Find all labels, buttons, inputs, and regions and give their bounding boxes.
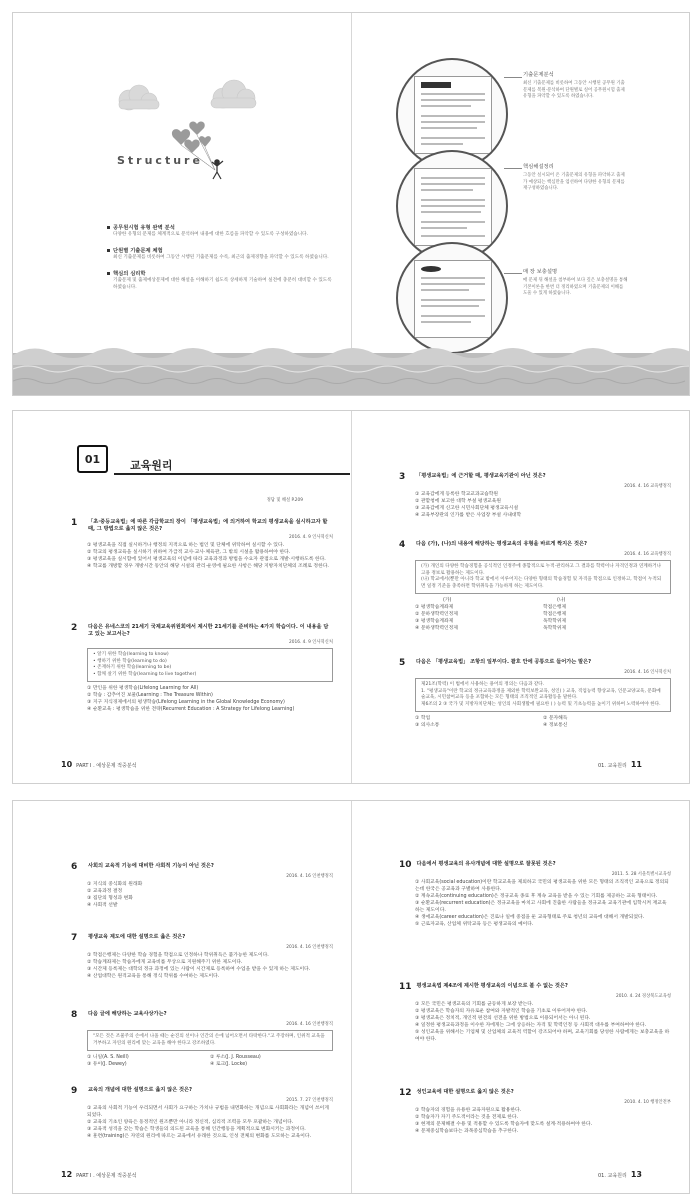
legend-description: 기출문제 및 출제예상문제에 대한 해설을 이해하기 쉽도록 상세하게 기술하여 실전에 충분히 대비할 수 있도록 하였습니다. [113, 278, 332, 290]
question [399, 473, 671, 519]
answer-option: ② 루소(J. J. Rousseau) [210, 1055, 261, 1060]
question [71, 863, 333, 909]
question [399, 861, 671, 928]
leader-line [504, 273, 522, 274]
answer-option: ③ 의사소통 [415, 723, 440, 728]
page-10 [13, 411, 351, 783]
structure-spread [12, 12, 690, 396]
footer-text: PART I . 예상문제 적중분석 [76, 763, 137, 769]
question [399, 659, 671, 729]
footer-text: 01. 교육원리 [597, 763, 627, 769]
legend-heading: 핵심의 심리학 [113, 271, 146, 277]
footer-text: PART I . 예상문제 적중분석 [76, 1173, 137, 1179]
answer-option: ④ 문하생학력인정제 [415, 626, 458, 631]
answer-option: ① 사회교육(social education)이란 학교교육을 제외하고 국민의 평생교육을 위한 모든 형태의 조직적인 교육으로 정의되는데 한국은 공교육과 구별하여 사용한다. [415, 880, 669, 892]
chapter-number-badge: 01 [77, 445, 108, 473]
leader-line [504, 168, 522, 169]
question-source: 2011. 5. 28 서울특별시교육청 [611, 872, 671, 877]
page-thumbnail [414, 76, 492, 154]
question-source: 2016. 4. 16 인천행정직 [286, 1022, 333, 1027]
answer-option: ④ 생애교육(career education)은 진로나 일에 중점을 둔 교육형태로 주로 청년의 교육에 대해서 개발되었다. [415, 915, 645, 920]
answer-option: ⑤ 근로자교육, 산업체 위탁교육 등은 평생교육의 예이다. [415, 922, 534, 927]
legend-description: 최신 기출문제를 비롯하여 그동안 시행된 기출문제를 수록, 최근의 출제경향을 파악할 수 있도록 하였습니다. [113, 255, 329, 260]
answer-option: ③ 듀이(J. Dewey) [87, 1062, 127, 1067]
question-source: 2010. 4. 10 행정안전부 [624, 1100, 671, 1105]
question-number: 6 [71, 862, 78, 872]
answer-option: ② 학습계좌제는 학습자에게 교육비를 무상으로 지원해주기 위한 제도이다. [87, 960, 243, 965]
question-source: 2016. 4. 16 인사혁신처 [624, 670, 671, 675]
passage-line: • 존재하기 위한 학습(learning to be) [93, 665, 172, 670]
answer-option: ③ 평생학습계좌제 [415, 619, 454, 624]
question-number: 4 [399, 540, 406, 550]
answer-option: ④ 훈련(training)은 자연의 원리에 따르는 교육에서 유래한 것으로, 인성 전체의 변화를 도모하는 교육이다. [87, 1134, 312, 1139]
legend-item [107, 223, 337, 238]
question-text: 교육의 개념에 대한 설명으로 옳지 않은 것은? [88, 1087, 193, 1093]
page-thumbnail [414, 168, 492, 246]
passage-box [87, 648, 333, 682]
answer-option: ① 니일(A. S. Neill) [87, 1055, 129, 1060]
caption-title: 기출문제분석 [523, 72, 554, 78]
question [399, 541, 671, 632]
question-source: 2010. 4. 24 경상북도교육청 [615, 994, 671, 999]
leader-line [504, 77, 522, 78]
passage-line: 1. "평생교육"이란 학교의 정규교육과정을 제외한 학력보완교육, 성인( ) 교육, 직업능력 향상교육, 인문교양교육, 문화예술교육, 시민참여교육 등을 포함하는 모든 형태의 조직적인 교육활동을 말한다. [421, 688, 661, 700]
page-11 [352, 411, 690, 783]
answer-option: ③ 평생교육은 정치적, 개인적 편견의 선전을 위한 방법으로 이용되어서는 아니 된다. [415, 1016, 591, 1021]
question-source: 2016. 4. 9 인사혁신처 [289, 640, 333, 645]
answer-option: ③ 지구 지식경제에서의 평생학습(Lifelong Learning in the Global Knowledge Economy) [87, 700, 285, 705]
column-heading: (나) [557, 598, 566, 603]
chapter-title: 교육원리 [114, 457, 350, 475]
page-number: 12 [61, 1170, 73, 1179]
answer-option-value: 학점은행제 [543, 612, 567, 617]
question-number: 11 [399, 982, 412, 992]
answer-option: ④ 학교를 개방할 경우 개방시간 동안의 해당 시설의 관리·운영에 필요한 사항은 해당 지방자치단체의 조례로 정한다. [87, 564, 329, 569]
answer-option: ④ 교육부장관의 인가를 받은 사업장 부설 사내대학 [415, 513, 522, 518]
question-number: 9 [71, 1086, 78, 1096]
answer-option: ③ 현재의 문제해결 수용 및 적용할 수 있도록 학습자에 맞도록 설계·적용하여야 한다. [415, 1122, 593, 1127]
passage-line: • 알기 위한 학습(learning to know) [93, 652, 169, 657]
question-text: 다음은 유네스코의 21세기 국제교육위원회에서 제시한 21세기를 준비하는 4가지 학습이다. 이 내용을 담고 있는 보고서는? [88, 624, 329, 637]
answer-option: ④ 문제중심학습보다는 과목중심학습을 추구한다. [415, 1129, 519, 1134]
page-footer [61, 1170, 136, 1179]
question-text: 「초·중등교육법」에 따른 각급학교의 장이 「평생교육법」에 의거하여 학교의 평생교육을 실시하고자 할 때, 그 방법으로 옳지 않은 것은? [88, 519, 328, 532]
question-text: 다음 (가), (나)의 내용에 해당하는 평생교육의 유형을 바르게 짝지은 것은? [416, 541, 588, 547]
answer-option: ② 문자해득 [543, 716, 568, 721]
question [399, 983, 671, 1043]
passage-line: 제6조의 2 ③ 국가 및 지방자치단체는 성인의 사회생활에 필요한 ( ) 능력 및 기초능력을 높이기 위하여 노력하여야 한다. [421, 701, 661, 707]
caption [523, 267, 628, 298]
balloon-illustration [93, 58, 273, 193]
legend-heading: 단원별 기출문제 체험 [113, 248, 163, 254]
question-source: 2016. 4. 16 교육행정직 [624, 552, 671, 557]
caption-title: 핵심해설정리 [523, 164, 554, 170]
page-preview-circle [396, 242, 508, 354]
caption [523, 162, 628, 193]
bullet-square-icon [107, 226, 110, 229]
page-thumbnail [414, 260, 492, 338]
page-number: 11 [630, 760, 642, 769]
bullet-square-icon [107, 272, 110, 275]
gutter [351, 13, 352, 395]
question-text: 성인교육에 대한 설명으로 옳지 않은 것은? [416, 1089, 514, 1095]
page-footer [61, 760, 136, 769]
answer-option: ③ 순환교육(recurrent education)은 정규교육을 마치고 사회에 진출한 사람들을 정규교육 교육기관에 입학시켜 재교육하는 제도이다. [415, 901, 667, 913]
page-number: 10 [61, 760, 73, 769]
question-number: 2 [71, 623, 78, 633]
answer-option: ② 교육의 기초인 양육은 동정적인 원조뿐만 아니라 정신적, 심리적 조력을 모두 포괄하는 개념이다. [87, 1120, 294, 1125]
passage-box [415, 678, 671, 712]
answer-option: ② 문하생학력인정제 [415, 612, 458, 617]
wave-decoration [13, 343, 689, 395]
answer-option: ④ 일정한 평생교육과정을 이수한 자에게는 그에 상응하는 자격 및 학력인정 등 사회적 대우를 부여하여야 한다. [415, 1023, 647, 1028]
question-number: 8 [71, 1010, 78, 1020]
answer-option-value: 학점은행제 [543, 605, 567, 610]
question-source: 2015. 7. 27 인천행정직 [286, 1098, 333, 1103]
caption [523, 70, 628, 101]
passage-box: "모든 것은 조물주의 손에서 나올 때는 순진의 선이나 인간의 손에 넘어오면서 타락한다."고 주장하며, 인위적 교육을 거부하고 자연의 원리에 맞는 교육을 해야 한다고 강조하였다. [87, 1030, 333, 1051]
caption-title: 매 장 보충설명 [523, 269, 558, 275]
question-number: 10 [399, 860, 412, 870]
answer-option: ④ 로크(J. Locke) [210, 1062, 248, 1067]
question [399, 1089, 671, 1135]
answer-option: ③ 교육적 성격을 갖는 학습은 학생들의 의도된 교육을 통해 인간행동을 계획적으로 변화시키는 과정이다. [87, 1127, 306, 1132]
page-footer [598, 1170, 642, 1179]
page-13 [352, 801, 690, 1193]
answer-option: ② 관할청에 보고한 대학 부설 평생교육원 [415, 499, 502, 504]
question-text: 다음은 「평생교육법」 조항의 일부이다. 괄호 안에 공통으로 들어가는 말은? [416, 659, 592, 665]
legend-heading: 공무원시험 유형 완벽 분석 [113, 225, 175, 231]
passage-line: 제21조(학력) 이 법에서 사용하는 용어의 정의는 다음과 같다. [421, 682, 545, 687]
question-text: 「평생교육법」에 근거할 때, 평생교육기관이 아닌 것은? [416, 473, 546, 479]
question-source: 2016. 4. 16 인천행정직 [286, 945, 333, 950]
question-number: 3 [399, 472, 406, 482]
answer-option: ① 학점은행제는 다양한 학습 경험을 학점으로 인정하나 학위취득은 불가능한 제도이다. [87, 953, 269, 958]
answer-option: ③ 교육감에게 신고한 시민사회단체 평생교육시설 [415, 506, 519, 511]
question-source: 2016. 4. 9 인사혁신처 [289, 535, 333, 540]
question-text: 평생교육법 제4조에 제시한 평생교육의 이념으로 볼 수 없는 것은? [416, 983, 568, 989]
legend-item [107, 269, 337, 291]
question [71, 624, 333, 713]
column-heading: (가) [443, 598, 452, 603]
question-number: 1 [71, 518, 78, 528]
question-text: 다음에서 평생교육의 유사개념에 대한 설명으로 잘못된 것은? [416, 861, 556, 867]
answer-option: ① 교육의 사회적 기능이 우리되면서 사회가 요구하는 가치나 규범을 내면화하는 개념으로 사회화라는 개념이 쓰이게 되었다. [87, 1106, 329, 1118]
answer-option: ④ 순환교육 : 평생학습을 위한 전략(Recurrent Education : A Strategy for Lifelong Learning) [87, 707, 295, 712]
question [71, 1011, 333, 1068]
answer-option-value: 독학학위제 [543, 619, 567, 624]
answer-option: ⑤ 성인교육을 위해서는 기업체 및 산업체의 교육적 역할이 강조되어야 하며, 교육기회를 당성한 사람에게는 보충교육을 하여야 한다. [415, 1030, 670, 1042]
answer-option: ① 만인을 위한 평생학습(Lifelong Learning for All) [87, 686, 199, 691]
caption-description: 최신 기출문제를 비롯하여 그동안 시행된 공무원 기출문제를 복원·분석하여 단원별로 실어 공무원시험 출제유형을 파악할 수 있도록 하였습니다. [523, 81, 625, 99]
legend-item [107, 246, 337, 261]
question-source: 2016. 4. 16 인천행정직 [286, 874, 333, 879]
answer-option: ② 교육과정 결정 [87, 889, 123, 894]
spread-pages-10-11 [12, 410, 690, 784]
question-source: 2016. 4. 16 교육행정직 [624, 484, 671, 489]
passage-line: • 행하기 위한 학습(learning to do) [93, 658, 167, 664]
question [71, 1087, 333, 1140]
answer-option: ① 모든 국민은 평생교육의 기회를 균등하게 보장 받는다. [415, 1002, 534, 1007]
caption-description: 매 문제 뒤 해설을 첨부하여 보다 깊은 보충설명을 통해 기본이론을 한번 더 정리하였으며 기출문제의 이해를 도울 수 있게 하였습니다. [523, 278, 628, 296]
answer-option: ② 학교의 평생교육을 실시하기 위하여 가급적 교사·교사·체육관, 그 밖의 시설을 활용하여야 한다. [87, 550, 291, 555]
answer-option: ④ 산업대학은 원격교육을 통해 정식 학위를 수여하는 제도이다. [87, 974, 220, 979]
question [71, 519, 333, 570]
question-text: 다음 글에 해당하는 교육사상가는? [88, 1011, 167, 1017]
answer-option: ① 평생학습계좌제 [415, 605, 454, 610]
legend-description: 다양한 유형의 문제를 체계적으로 분석하여 내용에 대한 흐름을 파악할 수 있도록 구성하였습니다. [113, 232, 309, 237]
page-footer [598, 760, 642, 769]
legend-list [107, 223, 337, 299]
question-number: 7 [71, 933, 78, 943]
answer-option: ② 학습 : 감추어진 보물(Learning : The Treasure Within) [87, 693, 213, 698]
page-12 [13, 801, 351, 1193]
question-text: 사회의 교육적 기능에 대비한 사회적 기능이 아닌 것은? [88, 863, 214, 869]
page-number: 13 [630, 1170, 642, 1179]
answer-option: ④ 정보통신 [543, 723, 568, 728]
passage-box [415, 560, 671, 594]
passage-line: (나) 학교에서(뿐만 아니라 학교 밖에서 이루어지는 다양한 형태의 학습경험 및 자격을 학점으로 인정하고, 학점이 누적되면 일정 기준을 충족하면 학위취득을 가능하게 하는 제도이다. [421, 577, 662, 589]
structure-title: Structure [117, 154, 203, 167]
answer-option: ① 평생교육을 직접 실시하거나 행정의 지적으로 하는 법인 및 단체에 위탁하여 실시할 수 있다. [87, 543, 285, 548]
footer-text: 01. 교육원리 [597, 1173, 627, 1179]
answer-option: ② 학습자가 자기 주도적이라는 것을 전제로 한다. [415, 1115, 519, 1120]
question-number: 5 [399, 658, 406, 668]
answer-option: ③ 평생교육을 실시함에 있어서 평생교육의 이념에 따라 교육과정과 방법을 수요자 관점으로 개발·시행하도록 한다. [87, 557, 326, 562]
answer-option: ② 평생교육은 학습자의 자유로운 참여와 자발적인 학습을 기초로 이루어져야 한다. [415, 1009, 588, 1014]
question-text: 평생교육 제도에 대한 설명으로 옳은 것은? [88, 934, 186, 940]
spread-pages-12-13 [12, 800, 690, 1194]
answer-option: ① 학습자의 경험을 유용한 교육자원으로 활용한다. [415, 1108, 522, 1113]
question [71, 934, 333, 980]
caption-description: 그동안 실시되어 온 기출문제의 유형을 파악하고 출제가 예상되는 핵심만을 엄선하여 다양한 유형의 문제를 재구성하였습니다. [523, 173, 625, 191]
answer-option-value: 독학학위제 [543, 626, 567, 631]
passage-line: • 함께 살기 위한 학습(learning to live together) [93, 671, 197, 677]
answer-option: ① 학업 [415, 716, 431, 721]
passage-line: (가) 개인의 다양한 학습경험을 공식적인 인정주에 종합적으로 누적·관리하고 그 결과를 학력이나 자격인정과 연계하거나 고용 정보로 활용하는 제도이다. [421, 564, 662, 576]
answer-option: ② 계속교육(continuing education)은 정규교육 종료 후 계속 교육을 받을 수 있는 기회를 제공하는 교육 형태이다. [415, 894, 658, 899]
answer-option: ① 지식의 중식화의 원래화 [87, 882, 143, 887]
question-number: 12 [399, 1088, 412, 1098]
bullet-square-icon [107, 249, 110, 252]
answer-option: ③ 시간제 등록제는 대학의 정규 과정에 있는 사람이 시간제로 등록하여 수업을 받을 수 있게 하는 제도이다. [87, 967, 311, 972]
answer-reference: 정답 및 해설 P.209 [266, 498, 303, 503]
answer-option: ① 교육감에게 등록한 학교교과교습학원 [415, 492, 499, 497]
answer-option: ④ 사회적 선발 [87, 903, 118, 908]
answer-option: ③ 집단의 형성과 변화 [87, 896, 133, 901]
